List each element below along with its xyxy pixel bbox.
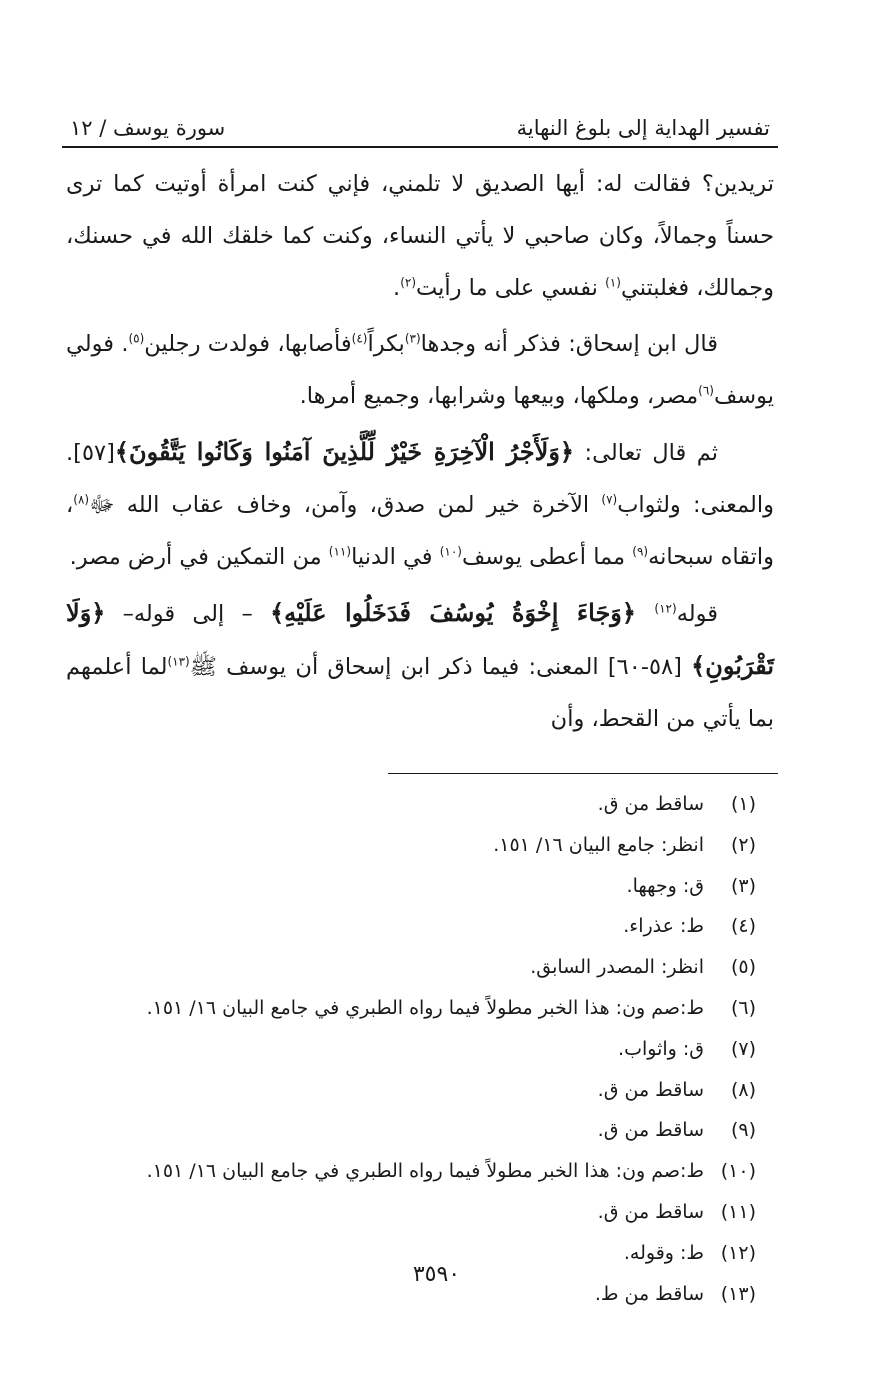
text-run: . فولي يوسف xyxy=(66,331,774,409)
text-run: قال ابن إسحاق: فذكر أنه وجدها xyxy=(420,331,718,357)
footnote-item xyxy=(62,825,756,866)
text-run: ، واتقاه سبحانه xyxy=(66,492,774,570)
paragraph-4 xyxy=(66,587,774,745)
footnote-text: انظر: المصدر السابق. xyxy=(530,956,704,979)
footnote-text: ساقط من ق. xyxy=(597,1078,704,1101)
footnote-text: ساقط من ق. xyxy=(597,1200,704,1223)
footnotes-list xyxy=(62,784,778,1314)
footnote-number: (٨) xyxy=(730,1078,756,1101)
footnote-text: انظر: جامع البيان ١٦/ ١٥١. xyxy=(493,833,704,856)
footnote-item xyxy=(62,784,756,825)
footnote-ref-8: (٨) xyxy=(73,492,90,507)
footnote-item xyxy=(62,988,756,1029)
footnote-item xyxy=(62,906,756,947)
footnote-ref-6: (٦) xyxy=(698,383,714,398)
footnote-text: ساقط من ق. xyxy=(597,1119,704,1142)
footnote-text: ساقط من ق. xyxy=(597,793,704,815)
footnote-ref-10: (١٠) xyxy=(439,544,462,559)
footnote-number: (٢) xyxy=(730,833,756,856)
paragraph-2 xyxy=(66,318,774,422)
text-run: مما أعطى يوسف xyxy=(461,544,633,570)
main-text xyxy=(62,158,778,745)
text-run: من التمكين في أرض مصر. xyxy=(69,544,329,570)
text-run: تريدين؟ فقالت له: أيها الصديق لا تلمني، فإني كنت امرأة أوتيت كما ترى حسناً وجمالاً، وكان صاحبي لا يأتي النساء، وكنت كما خلقك الله في حسنك، وجمالك، فغلبتني xyxy=(66,171,774,301)
verse-number: [٥٧] xyxy=(73,440,115,466)
footnote-ref-7: (٧) xyxy=(601,492,618,507)
footnote-ref-5: (٥) xyxy=(128,331,145,346)
footnote-ref-4: (٤) xyxy=(351,331,368,346)
footnote-item xyxy=(62,947,756,988)
footnote-item xyxy=(62,866,756,907)
document-page xyxy=(62,100,778,1314)
text-run: مصر، وملكها، وبيعها وشرابها، وجميع أمرها. xyxy=(299,383,699,409)
text-run: لما أعلمهم بما يأتي من القحط، وأن xyxy=(66,654,774,732)
footnote-item xyxy=(62,1151,756,1192)
verse-range: [٥٨-٦٠] xyxy=(607,654,692,680)
text-run: نفسي على ما رأيت xyxy=(416,275,606,301)
footnote-text: ط: وقوله. xyxy=(623,1241,704,1264)
text-run: المعنى: فيما ذكر ابن إسحاق أن يوسف ﷺ xyxy=(189,654,608,680)
footnote-number: (٥) xyxy=(730,956,756,979)
paragraph-1 xyxy=(66,158,774,314)
footnote-number: (١٠) xyxy=(720,1160,756,1183)
header-rule xyxy=(62,146,778,148)
text-run: . xyxy=(393,275,401,301)
footnote-text: ق: واثواب. xyxy=(618,1037,704,1060)
footnote-number: (٧) xyxy=(730,1037,756,1060)
page-number: ٣٥٩٠ xyxy=(412,1262,461,1287)
footnote-number: (١١) xyxy=(720,1200,756,1223)
footnote-item xyxy=(62,1070,756,1111)
footnote-number: (٤) xyxy=(730,915,756,938)
surah-reference: سورة يوسف / ١٢ xyxy=(70,116,226,140)
footnote-ref-13: (١٣) xyxy=(167,654,190,669)
footnote-ref-11: (١١) xyxy=(328,544,352,559)
quran-verse-57: ﴿وَلَأَجْرُ الْآخِرَةِ خَيْرٌ لِّلَّذِينَ آمَنُوا وَكَانُوا يَتَّقُونَ﴾ xyxy=(114,437,574,466)
footnote-item xyxy=(62,1192,756,1233)
footnote-text: ط:صم ون: هذا الخبر مطولاً فيما رواه الطبري في جامع البيان ١٦/ ١٥١. xyxy=(146,996,704,1019)
footnote-number: (٦) xyxy=(730,996,756,1019)
footnote-text: ط: عذراء. xyxy=(623,915,704,938)
running-header xyxy=(62,100,778,146)
quran-verse-58: ﴿وَجَاءَ إِخْوَةُ يُوسُفَ فَدَخَلُوا عَلَيْهِ﴾ xyxy=(270,598,655,627)
footnote-ref-2: (٢) xyxy=(400,275,417,290)
text-run: ثم قال تعالى: xyxy=(573,440,718,466)
text-run: بكراً xyxy=(367,331,405,357)
footnote-ref-9: (٩) xyxy=(632,544,649,559)
footnote-number: (١) xyxy=(730,793,756,815)
footnote-number: (٣) xyxy=(730,874,756,897)
footnote-text: ساقط من ط. xyxy=(594,1282,704,1305)
text-run: – إلى قوله– xyxy=(105,601,271,627)
footnote-text: ط:صم ون: هذا الخبر مطولاً فيما رواه الطبري في جامع البيان ١٦/ ١٥١. xyxy=(146,1160,704,1183)
footnote-item xyxy=(62,1110,756,1151)
footnote-ref-12: (١٢) xyxy=(654,601,677,616)
book-title: تفسير الهداية إلى بلوغ النهاية xyxy=(516,116,770,140)
text-run: في الدنيا xyxy=(351,544,440,570)
footnote-separator xyxy=(388,773,778,774)
text-run: . والمعنى: ولثواب xyxy=(66,440,774,518)
paragraph-3 xyxy=(66,426,774,583)
text-run: الآخرة خير لمن صدق، وآمن، وخاف عقاب الله ﷻ xyxy=(89,492,602,518)
footnote-item xyxy=(62,1029,756,1070)
text-run: قوله xyxy=(676,601,718,627)
footnote-number: (١٣) xyxy=(720,1282,756,1305)
footnote-ref-1: (١) xyxy=(605,275,621,290)
quran-verse-60: ﴿وَلَا تَقْرَبُونِ﴾ xyxy=(66,598,774,680)
footnote-number: (٩) xyxy=(730,1119,756,1142)
text-run: فأصابها، فولدت رجلين xyxy=(144,331,352,357)
footnote-text: ق: وجهها. xyxy=(626,874,704,897)
footnote-ref-3: (٣) xyxy=(404,331,421,346)
footnote-number: (١٢) xyxy=(720,1241,756,1264)
